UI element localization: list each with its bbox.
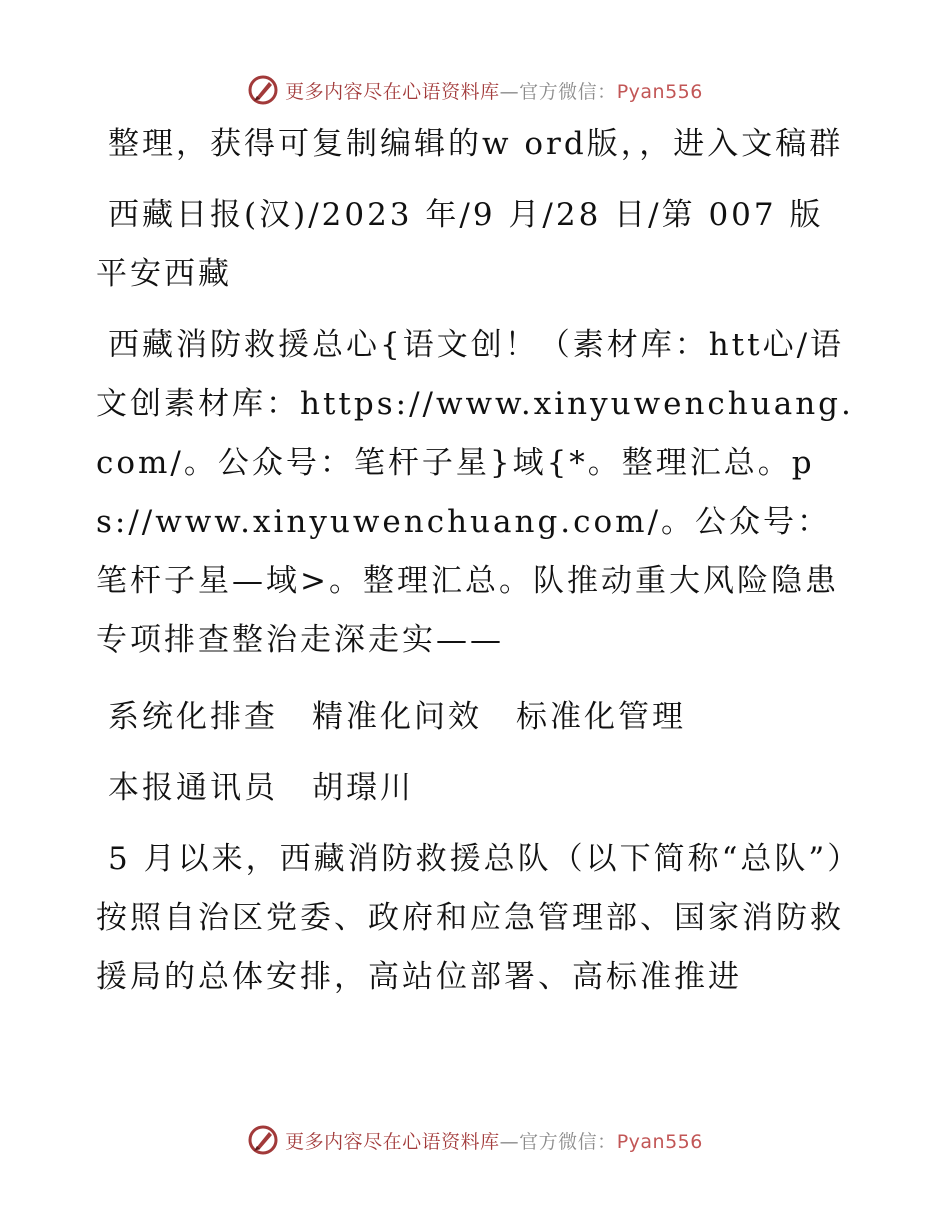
paragraph-intro: 整理，获得可复制编辑的w ord版，，进入文稿群 (108, 126, 844, 162)
footer-banner (0, 1120, 950, 1160)
document-body (96, 115, 856, 1023)
footer-wechat-label: 官方微信： (519, 1130, 617, 1153)
paragraph-headline: 西藏消防救援总心{语文创！（素材库：htt心/语文创素材库：https://www.xinyuwenchuang.com/。公众号：笔杆子星}域{*。整理汇总。ps://www.xinyuwenchuang.com/。公众号：笔杆子星—域>。整理汇总。队推动重大风险隐患专项排查整治走深走实—— (96, 327, 854, 658)
footer-dash: — (499, 1130, 520, 1153)
paragraph-body: 5 月以来，西藏消防救援总队（以下简称“总队”）按照自治区党委、政府和应急管理部、国家消防救援局的总体安排，高站位部署、高标准推进 (96, 841, 846, 995)
footer-site-text: 更多内容尽在心语资料库 (285, 1130, 500, 1153)
header-dash: — (499, 80, 520, 103)
footer-wechat-id: Pyan556 (616, 1130, 703, 1153)
header-banner (0, 70, 950, 110)
quill-pen-logo-icon (247, 1124, 279, 1156)
header-site-text: 更多内容尽在心语资料库 (285, 80, 500, 103)
paragraph-source: 西藏日报(汉)/2023 年/9 月/28 日/第 007 版平安西藏 (96, 197, 824, 292)
paragraph-subtitle: 系统化排查 精准化问效 标准化管理 (108, 699, 686, 735)
paragraph-byline: 本报通讯员 胡璟川 (108, 770, 414, 806)
header-banner-text (285, 77, 703, 104)
quill-pen-logo-icon (247, 74, 279, 106)
header-wechat-id: Pyan556 (616, 80, 703, 103)
header-wechat-label: 官方微信： (519, 80, 617, 103)
footer-banner-text (285, 1127, 703, 1154)
